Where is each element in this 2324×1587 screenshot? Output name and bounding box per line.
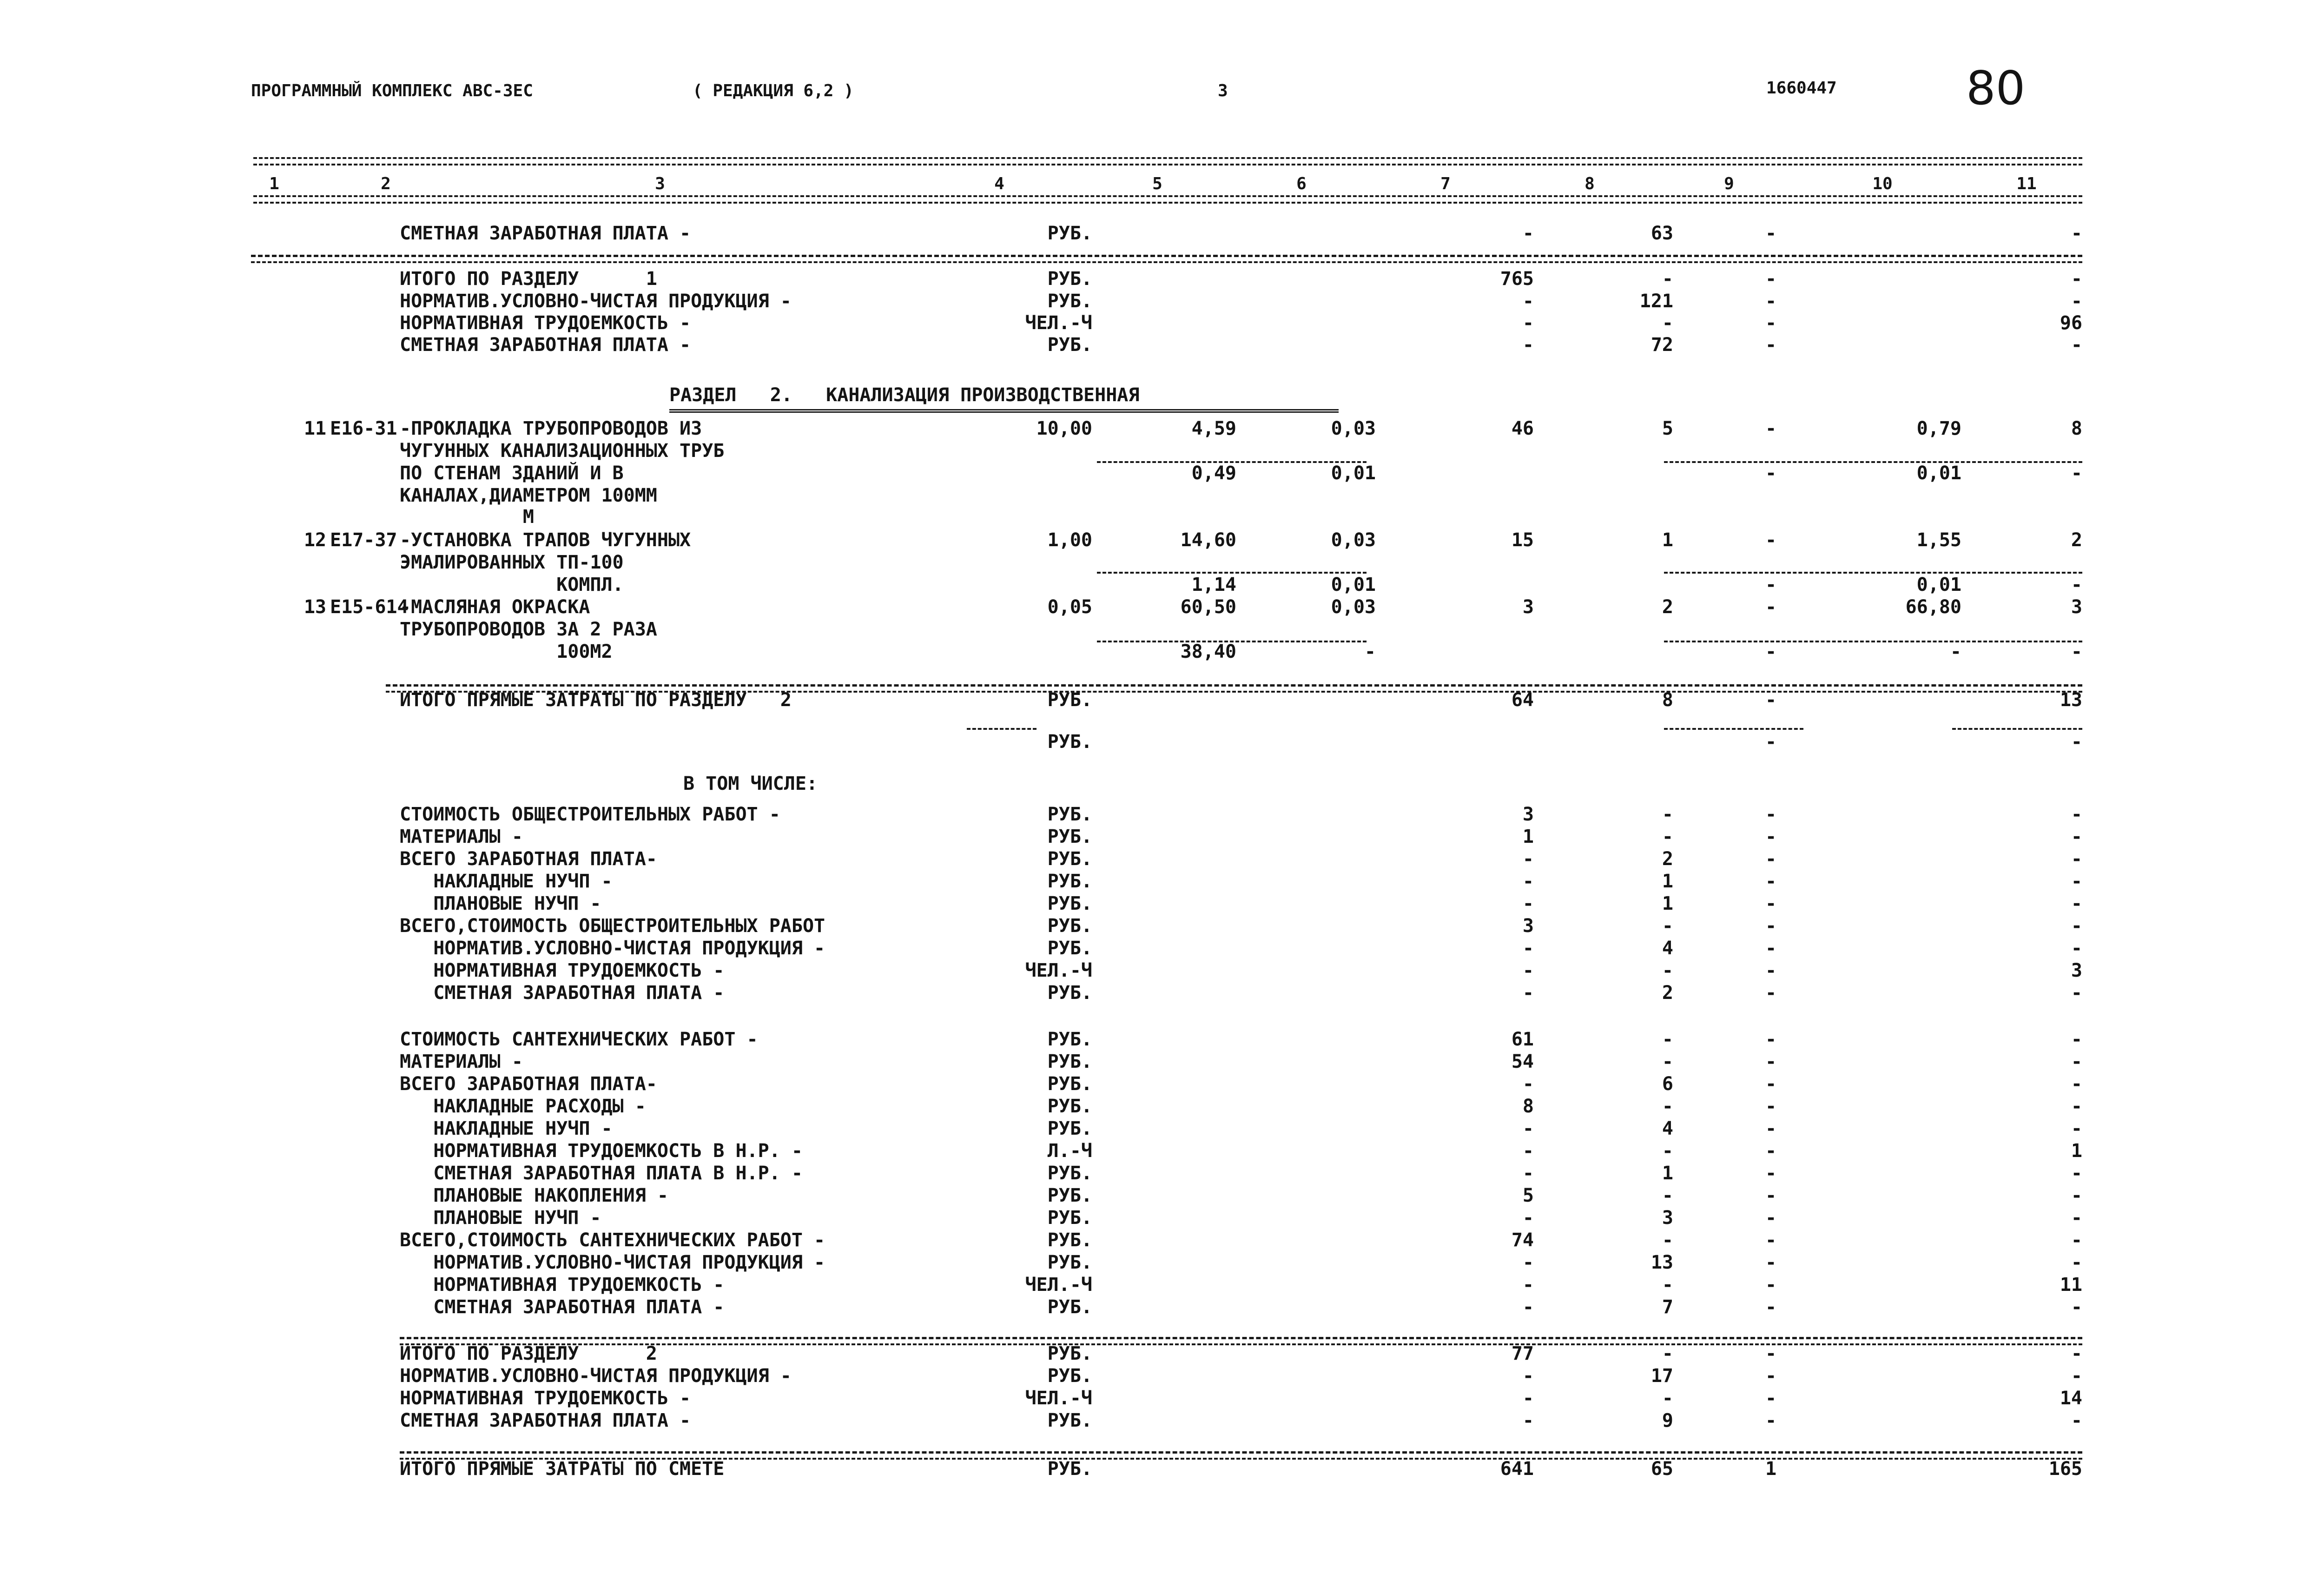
cell-description: НОРМАТИВНАЯ ТРУДОЕМКОСТЬ В Н.Р. - xyxy=(400,1140,803,1162)
cell-labor-total: - xyxy=(2071,1410,2082,1431)
cell-unit-or-quantity: РУБ. xyxy=(1047,915,1092,937)
cell-total-cost: - xyxy=(1522,1207,1534,1229)
cell-labor-total: - xyxy=(2071,1163,2082,1184)
cell-machine-wage: - xyxy=(1765,1118,1777,1139)
cell-description: ПЛАНОВЫЕ НУЧП - xyxy=(400,1207,601,1229)
column-header-6: 6 xyxy=(1296,174,1307,193)
cell-description: -ПРОКЛАДКА ТРУБОПРОВОДОВ ИЗ xyxy=(400,418,702,439)
cell-labor-total: 2 xyxy=(2071,529,2082,551)
cell-machine-wage: - xyxy=(1765,1073,1777,1095)
cell-description: НАКЛАДНЫЕ РАСХОДЫ - xyxy=(400,1096,646,1117)
cell-labor-unit: 1,55 xyxy=(1916,529,1961,551)
item12-rule-r xyxy=(1664,572,2082,574)
cell-description: 100М2 xyxy=(400,641,613,662)
cell-description: НОРМАТИВНАЯ ТРУДОЕМКОСТЬ - xyxy=(400,960,725,981)
cell-total-wage: 65 xyxy=(1651,1458,1673,1480)
cell-total-cost: - xyxy=(1522,291,1534,312)
cell-labor-total: - xyxy=(2071,982,2082,1004)
column-header-1: 1 xyxy=(269,174,279,193)
cell-machine-wage: - xyxy=(1765,641,1777,662)
cell-total-wage: 1 xyxy=(1662,871,1673,892)
cell-labor-total: - xyxy=(2071,1051,2082,1072)
cell-total-cost: 61 xyxy=(1511,1029,1534,1050)
cell-unit-or-quantity: РУБ. xyxy=(1047,804,1092,825)
cell-unit-or-quantity: РУБ. xyxy=(1047,1073,1092,1095)
cell-machine-wage: - xyxy=(1765,596,1777,618)
cell-unit-or-quantity: 1,00 xyxy=(1047,529,1092,551)
cell-total-wage: 72 xyxy=(1651,334,1673,356)
cell-total-cost: 641 xyxy=(1500,1458,1534,1480)
cell-total-cost: - xyxy=(1522,1118,1534,1139)
cell-unit-or-quantity: РУБ. xyxy=(1047,1029,1092,1050)
cell-machine-wage: - xyxy=(1765,689,1777,711)
cell-total-wage: - xyxy=(1662,1140,1673,1162)
cell-total-cost: 77 xyxy=(1511,1343,1534,1364)
cell-machine-wage: - xyxy=(1765,848,1777,870)
cell-machine-wage: - xyxy=(1765,1343,1777,1364)
cell-machine-wage: - xyxy=(1765,574,1777,595)
page-number: 3 xyxy=(1218,81,1228,100)
cell-labor-total: 13 xyxy=(2060,689,2082,711)
cell-description: ВСЕГО ЗАРАБОТНАЯ ПЛАТА- xyxy=(400,1073,657,1095)
cell-description: СМЕТНАЯ ЗАРАБОТНАЯ ПЛАТА - xyxy=(400,1410,691,1431)
cell-labor-total: - xyxy=(2071,574,2082,595)
cell-machine-wage: - xyxy=(1765,1096,1777,1117)
cell-rate-code: Е15-614 xyxy=(330,596,409,618)
cell-unit-or-quantity: 10,00 xyxy=(1036,418,1092,439)
cell-machine-wage: - xyxy=(1765,1365,1777,1387)
cell-total-cost: 3 xyxy=(1522,804,1534,825)
cell-total-wage: 5 xyxy=(1662,418,1673,439)
in-that-number-label: В ТОМ ЧИСЛЕ: xyxy=(683,773,818,794)
cell-unit-wage: 0,01 xyxy=(1331,463,1376,484)
cell-machine-wage: - xyxy=(1765,893,1777,914)
cell-description: КОМПЛ. xyxy=(400,574,624,595)
cell-row-number: 11 xyxy=(304,418,326,439)
column-header-8: 8 xyxy=(1585,174,1595,193)
cell-machine-wage: - xyxy=(1765,1230,1777,1251)
cell-total-wage: 6 xyxy=(1662,1073,1673,1095)
cell-machine-wage: - xyxy=(1765,529,1777,551)
cell-total-cost: 15 xyxy=(1511,529,1534,551)
rule-before-section2-total xyxy=(400,1337,2082,1339)
cell-description: -МАСЛЯНАЯ ОКРАСКА xyxy=(400,596,590,618)
cell-unit-cost: 4,59 xyxy=(1191,418,1236,439)
cell-total-cost: - xyxy=(1522,1296,1534,1318)
cell-machine-wage: - xyxy=(1765,1410,1777,1431)
cell-machine-wage: - xyxy=(1765,826,1777,847)
cell-total-wage: 1 xyxy=(1662,529,1673,551)
cell-description: КАНАЛАХ,ДИАМЕТРОМ 100ММ xyxy=(400,485,657,506)
cell-unit-or-quantity: РУБ. xyxy=(1047,334,1092,356)
cell-machine-wage: - xyxy=(1765,915,1777,937)
cell-rate-code: Е16-31 xyxy=(330,418,397,439)
cell-machine-wage: - xyxy=(1765,871,1777,892)
cell-labor-total: - xyxy=(2071,871,2082,892)
cell-unit-or-quantity: ЧЕЛ.-Ч xyxy=(1025,312,1092,334)
cell-labor-total: - xyxy=(2071,641,2082,662)
handwritten-page-number: 80 xyxy=(1966,61,2026,115)
cell-labor-total: 3 xyxy=(2071,960,2082,981)
cell-description: НОРМАТИВ.УСЛОВНО-ЧИСТАЯ ПРОДУКЦИЯ - xyxy=(400,1365,792,1387)
cell-machine-wage: - xyxy=(1765,312,1777,334)
cell-labor-total: - xyxy=(2071,334,2082,356)
cell-unit-wage: 0,03 xyxy=(1331,418,1376,439)
cell-total-wage: 9 xyxy=(1662,1410,1673,1431)
rule-direct-right xyxy=(1664,728,1803,730)
column-header-4: 4 xyxy=(994,174,1004,193)
cell-total-cost: - xyxy=(1522,223,1534,244)
cell-rate-code: Е17-37 xyxy=(330,529,397,551)
cell-machine-wage: 1 xyxy=(1765,1458,1777,1480)
cell-unit-or-quantity: РУБ. xyxy=(1047,938,1092,959)
rule-rub-underline xyxy=(967,728,1037,730)
cell-description: НОРМАТИВ.УСЛОВНО-ЧИСТАЯ ПРОДУКЦИЯ - xyxy=(400,291,792,312)
rule-after-wage-2 xyxy=(251,261,2082,263)
cell-unit-cost: 1,14 xyxy=(1191,574,1236,595)
cell-description: НОРМАТИВ.УСЛОВНО-ЧИСТАЯ ПРОДУКЦИЯ - xyxy=(400,1252,825,1273)
cell-description: ЧУГУННЫХ КАНАЛИЗАЦИОННЫХ ТРУБ xyxy=(400,440,725,462)
cell-total-cost: 64 xyxy=(1511,689,1534,711)
cell-unit-or-quantity: ЧЕЛ.-Ч xyxy=(1025,960,1092,981)
cell-machine-wage: - xyxy=(1765,982,1777,1004)
cell-unit-or-quantity: РУБ. xyxy=(1047,731,1092,753)
cell-total-cost: 54 xyxy=(1511,1051,1534,1072)
cell-description: НАКЛАДНЫЕ НУЧП - xyxy=(400,871,613,892)
cell-labor-total: - xyxy=(2071,1096,2082,1117)
cell-labor-total: - xyxy=(2071,1207,2082,1229)
cell-total-cost: - xyxy=(1522,1140,1534,1162)
cell-total-cost: - xyxy=(1522,1163,1534,1184)
cell-labor-total: - xyxy=(2071,463,2082,484)
cell-labor-unit: 0,01 xyxy=(1916,574,1961,595)
cell-description: СМЕТНАЯ ЗАРАБОТНАЯ ПЛАТА - xyxy=(400,982,725,1004)
cell-description: -УСТАНОВКА ТРАПОВ ЧУГУННЫХ xyxy=(400,529,691,551)
cell-unit-or-quantity: РУБ. xyxy=(1047,848,1092,870)
cell-total-wage: 13 xyxy=(1651,1252,1673,1273)
cell-total-cost: 3 xyxy=(1522,596,1534,618)
cell-row-number: 13 xyxy=(304,596,326,618)
cell-labor-total: 165 xyxy=(2048,1458,2082,1480)
cell-labor-total: - xyxy=(2071,291,2082,312)
cell-total-cost: 46 xyxy=(1511,418,1534,439)
cell-description: ПЛАНОВЫЕ НАКОПЛЕНИЯ - xyxy=(400,1185,668,1206)
cell-total-wage: 2 xyxy=(1662,596,1673,618)
cell-labor-total: 1 xyxy=(2071,1140,2082,1162)
cell-total-cost: - xyxy=(1522,938,1534,959)
cell-labor-total: - xyxy=(2071,1073,2082,1095)
cell-labor-total: - xyxy=(2071,893,2082,914)
cell-unit-wage: 0,01 xyxy=(1331,574,1376,595)
cell-labor-total: 11 xyxy=(2060,1274,2082,1296)
cell-description: СТОИМОСТЬ САНТЕХНИЧЕСКИХ РАБОТ - xyxy=(400,1029,758,1050)
cell-unit-or-quantity: РУБ. xyxy=(1047,1458,1092,1480)
cell-total-cost: - xyxy=(1522,312,1534,334)
cell-labor-total: 14 xyxy=(2060,1388,2082,1409)
cell-machine-wage: - xyxy=(1765,418,1777,439)
cell-machine-wage: - xyxy=(1765,463,1777,484)
cell-machine-wage: - xyxy=(1765,268,1777,290)
item12-rule xyxy=(1097,572,1367,574)
cell-labor-total: - xyxy=(2071,223,2082,244)
cell-labor-total: - xyxy=(2071,938,2082,959)
cell-total-cost: - xyxy=(1522,334,1534,356)
cell-machine-wage: - xyxy=(1765,334,1777,356)
cell-total-wage: - xyxy=(1662,312,1673,334)
cell-total-wage: - xyxy=(1662,1274,1673,1296)
cell-labor-total: - xyxy=(2071,1365,2082,1387)
cell-unit-or-quantity: ЧЕЛ.-Ч xyxy=(1025,1388,1092,1409)
cell-unit-or-quantity: РУБ. xyxy=(1047,1207,1092,1229)
cell-unit-or-quantity: РУБ. xyxy=(1047,291,1092,312)
cell-labor-total: - xyxy=(2071,1185,2082,1206)
cell-unit-or-quantity: РУБ. xyxy=(1047,1365,1092,1387)
cell-total-wage: - xyxy=(1662,1388,1673,1409)
cell-unit-or-quantity: РУБ. xyxy=(1047,982,1092,1004)
cell-machine-wage: - xyxy=(1765,1140,1777,1162)
cell-unit-or-quantity: РУБ. xyxy=(1047,871,1092,892)
header-top-rule xyxy=(253,157,2082,159)
cell-row-number: 12 xyxy=(304,529,326,551)
cell-description: ПЛАНОВЫЕ НУЧП - xyxy=(400,893,601,914)
cell-labor-total: - xyxy=(2071,1029,2082,1050)
cell-total-cost: - xyxy=(1522,848,1534,870)
cell-description: СМЕТНАЯ ЗАРАБОТНАЯ ПЛАТА - xyxy=(400,223,691,244)
cell-total-wage: - xyxy=(1662,915,1673,937)
cell-unit-cost: 14,60 xyxy=(1180,529,1236,551)
cell-unit-or-quantity: РУБ. xyxy=(1047,1185,1092,1206)
cell-unit-or-quantity: Л.-Ч xyxy=(1047,1140,1092,1162)
cell-description: ИТОГО ПРЯМЫЕ ЗАТРАТЫ ПО РАЗДЕЛУ 2 xyxy=(400,689,792,711)
cell-labor-total: 8 xyxy=(2071,418,2082,439)
cell-total-wage: - xyxy=(1662,960,1673,981)
cell-labor-total: 3 xyxy=(2071,596,2082,618)
cell-labor-total: - xyxy=(2071,1296,2082,1318)
cell-description: НОРМАТИВНАЯ ТРУДОЕМКОСТЬ - xyxy=(400,1388,691,1409)
cell-total-cost: - xyxy=(1522,1410,1534,1431)
cell-machine-wage: - xyxy=(1765,291,1777,312)
cell-labor-unit: 0,79 xyxy=(1916,418,1961,439)
cell-total-wage: 2 xyxy=(1662,982,1673,1004)
section-title-underline xyxy=(669,409,1339,413)
cell-description: СМЕТНАЯ ЗАРАБОТНАЯ ПЛАТА - xyxy=(400,1296,725,1318)
header-bottom-rule-2 xyxy=(253,202,2082,204)
cell-total-wage: - xyxy=(1662,804,1673,825)
cell-unit-or-quantity: РУБ. xyxy=(1047,1096,1092,1117)
program-title: ПРОГРАММНЫЙ КОМПЛЕКС АВС-ЗЕС xyxy=(251,81,533,100)
cell-total-cost: - xyxy=(1522,982,1534,1004)
cell-machine-wage: - xyxy=(1765,804,1777,825)
cell-total-wage: 3 xyxy=(1662,1207,1673,1229)
cell-total-cost: - xyxy=(1522,893,1534,914)
cell-total-wage: - xyxy=(1662,1185,1673,1206)
cell-labor-total: - xyxy=(2071,826,2082,847)
cell-unit-or-quantity: РУБ. xyxy=(1047,1230,1092,1251)
cell-machine-wage: - xyxy=(1765,1207,1777,1229)
cell-labor-total: - xyxy=(2071,1343,2082,1364)
cell-description: ИТОГО ПРЯМЫЕ ЗАТРАТЫ ПО СМЕТЕ xyxy=(400,1458,725,1480)
cell-unit-wage: 0,03 xyxy=(1331,596,1376,618)
cell-unit-or-quantity: РУБ. xyxy=(1047,826,1092,847)
cell-total-cost: 8 xyxy=(1522,1096,1534,1117)
cell-total-wage: - xyxy=(1662,1029,1673,1050)
cell-total-wage: - xyxy=(1662,1096,1673,1117)
cell-labor-total: - xyxy=(2071,1118,2082,1139)
cell-description: НАКЛАДНЫЕ НУЧП - xyxy=(400,1118,613,1139)
cell-total-cost: - xyxy=(1522,1365,1534,1387)
cell-labor-total: - xyxy=(2071,1230,2082,1251)
cell-description: НОРМАТИВ.УСЛОВНО-ЧИСТАЯ ПРОДУКЦИЯ - xyxy=(400,938,825,959)
cell-labor-unit: 66,80 xyxy=(1905,596,1961,618)
cell-unit-cost: 60,50 xyxy=(1180,596,1236,618)
cell-description: ВСЕГО ЗАРАБОТНАЯ ПЛАТА- xyxy=(400,848,657,870)
cell-unit-or-quantity: 0,05 xyxy=(1047,596,1092,618)
cell-total-wage: 4 xyxy=(1662,938,1673,959)
cell-total-cost: - xyxy=(1522,1073,1534,1095)
cell-total-cost: 3 xyxy=(1522,915,1534,937)
cell-total-wage: 7 xyxy=(1662,1296,1673,1318)
cell-labor-total: - xyxy=(2071,804,2082,825)
cell-machine-wage: - xyxy=(1765,1388,1777,1409)
cell-machine-wage: - xyxy=(1765,1163,1777,1184)
column-header-2: 2 xyxy=(381,174,391,193)
cell-description: НОРМАТИВНАЯ ТРУДОЕМКОСТЬ - xyxy=(400,312,691,334)
cell-unit-or-quantity: РУБ. xyxy=(1047,1118,1092,1139)
item11-rule-r xyxy=(1664,461,2082,463)
cell-description: МАТЕРИАЛЫ - xyxy=(400,826,523,847)
cell-description: СТОИМОСТЬ ОБЩЕСТРОИТЕЛЬНЫХ РАБОТ - xyxy=(400,804,780,825)
cell-total-cost: 5 xyxy=(1522,1185,1534,1206)
cell-machine-wage: - xyxy=(1765,960,1777,981)
cell-description: ИТОГО ПО РАЗДЕЛУ 2 xyxy=(400,1343,657,1364)
cell-unit-wage: - xyxy=(1364,641,1376,662)
cell-total-wage: 121 xyxy=(1639,291,1673,312)
cell-total-wage: - xyxy=(1662,826,1673,847)
cell-total-wage: - xyxy=(1662,268,1673,290)
header-top-rule-2 xyxy=(253,164,2082,165)
cell-total-wage: - xyxy=(1662,1051,1673,1072)
cell-unit-wage: 0,03 xyxy=(1331,529,1376,551)
cell-description: ЭМАЛИРОВАННЫХ ТП-100 xyxy=(400,552,624,573)
cell-total-wage: 8 xyxy=(1662,689,1673,711)
column-header-10: 10 xyxy=(1872,174,1893,193)
cell-labor-total: - xyxy=(2071,915,2082,937)
header-bottom-rule xyxy=(253,195,2082,197)
cell-machine-wage: - xyxy=(1765,1185,1777,1206)
column-header-5: 5 xyxy=(1152,174,1162,193)
cell-unit-or-quantity: РУБ. xyxy=(1047,268,1092,290)
cell-description: ПО СТЕНАМ ЗДАНИЙ И В xyxy=(400,463,624,484)
cell-total-cost: - xyxy=(1522,1274,1534,1296)
cell-machine-wage: - xyxy=(1765,1252,1777,1273)
cell-total-wage: 1 xyxy=(1662,893,1673,914)
cell-description: ТРУБОПРОВОДОВ ЗА 2 РАЗА xyxy=(400,619,657,640)
cell-total-cost: 1 xyxy=(1522,826,1534,847)
cell-description: СМЕТНАЯ ЗАРАБОТНАЯ ПЛАТА - xyxy=(400,334,691,356)
cell-labor-total: - xyxy=(2071,848,2082,870)
cell-unit-or-quantity: РУБ. xyxy=(1047,223,1092,244)
cell-machine-wage: - xyxy=(1765,938,1777,959)
cell-unit-cost: 0,49 xyxy=(1191,463,1236,484)
cell-unit-or-quantity: РУБ. xyxy=(1047,893,1092,914)
cell-machine-wage: - xyxy=(1765,731,1777,753)
cell-total-cost: 765 xyxy=(1500,268,1534,290)
cell-total-cost: - xyxy=(1522,871,1534,892)
cell-total-cost: 74 xyxy=(1511,1230,1534,1251)
cell-machine-wage: - xyxy=(1765,1274,1777,1296)
cell-description: ВСЕГО,СТОИМОСТЬ ОБЩЕСТРОИТЕЛЬНЫХ РАБОТ xyxy=(400,915,825,937)
edition-label: ( РЕДАКЦИЯ 6,2 ) xyxy=(693,81,854,100)
cell-labor-total: - xyxy=(2071,1252,2082,1273)
cell-total-wage: 2 xyxy=(1662,848,1673,870)
cell-machine-wage: - xyxy=(1765,223,1777,244)
cell-labor-total: - xyxy=(2071,268,2082,290)
cell-total-wage: 17 xyxy=(1651,1365,1673,1387)
cell-labor-unit: 0,01 xyxy=(1916,463,1961,484)
cell-unit-or-quantity: РУБ. xyxy=(1047,1051,1092,1072)
cell-description: МАТЕРИАЛЫ - xyxy=(400,1051,523,1072)
cell-labor-total: - xyxy=(2071,731,2082,753)
cell-description: ВСЕГО,СТОИМОСТЬ САНТЕХНИЧЕСКИХ РАБОТ - xyxy=(400,1230,825,1251)
cell-total-wage: - xyxy=(1662,1343,1673,1364)
section-title: РАЗДЕЛ 2. КАНАЛИЗАЦИЯ ПРОИЗВОДСТВЕННАЯ xyxy=(669,384,1140,406)
rule-before-estimate-total xyxy=(400,1451,2082,1454)
cell-unit-or-quantity: ЧЕЛ.-Ч xyxy=(1025,1274,1092,1296)
cell-machine-wage: - xyxy=(1765,1051,1777,1072)
cell-unit-or-quantity: РУБ. xyxy=(1047,689,1092,711)
cell-labor-unit: - xyxy=(1950,641,1961,662)
cell-description: СМЕТНАЯ ЗАРАБОТНАЯ ПЛАТА В Н.Р. - xyxy=(400,1163,803,1184)
rule-after-wage xyxy=(251,255,2082,257)
column-header-7: 7 xyxy=(1440,174,1451,193)
rule-direct-right-2 xyxy=(1952,728,2082,730)
cell-description: НОРМАТИВНАЯ ТРУДОЕМКОСТЬ - xyxy=(400,1274,725,1296)
cell-unit-or-quantity: РУБ. xyxy=(1047,1163,1092,1184)
column-header-9: 9 xyxy=(1724,174,1734,193)
cell-total-cost: - xyxy=(1522,960,1534,981)
column-header-3: 3 xyxy=(655,174,665,193)
cell-total-wage: 63 xyxy=(1651,223,1673,244)
cell-total-cost: - xyxy=(1522,1388,1534,1409)
cell-unit-or-quantity: РУБ. xyxy=(1047,1252,1092,1273)
rule-before-direct-costs xyxy=(386,684,2082,687)
cell-description: М xyxy=(400,506,534,528)
cell-total-wage: 4 xyxy=(1662,1118,1673,1139)
cell-unit-or-quantity: РУБ. xyxy=(1047,1410,1092,1431)
cell-machine-wage: - xyxy=(1765,1029,1777,1050)
column-header-11: 11 xyxy=(2016,174,2037,193)
cell-unit-cost: 38,40 xyxy=(1180,641,1236,662)
document-code: 1660447 xyxy=(1766,79,1837,98)
cell-labor-total: 96 xyxy=(2060,312,2082,334)
cell-unit-or-quantity: РУБ. xyxy=(1047,1296,1092,1318)
cell-machine-wage: - xyxy=(1765,1296,1777,1318)
cell-description: ИТОГО ПО РАЗДЕЛУ 1 xyxy=(400,268,657,290)
cell-unit-or-quantity: РУБ. xyxy=(1047,1343,1092,1364)
cell-total-wage: - xyxy=(1662,1230,1673,1251)
cell-total-cost: - xyxy=(1522,1252,1534,1273)
cell-total-wage: 1 xyxy=(1662,1163,1673,1184)
